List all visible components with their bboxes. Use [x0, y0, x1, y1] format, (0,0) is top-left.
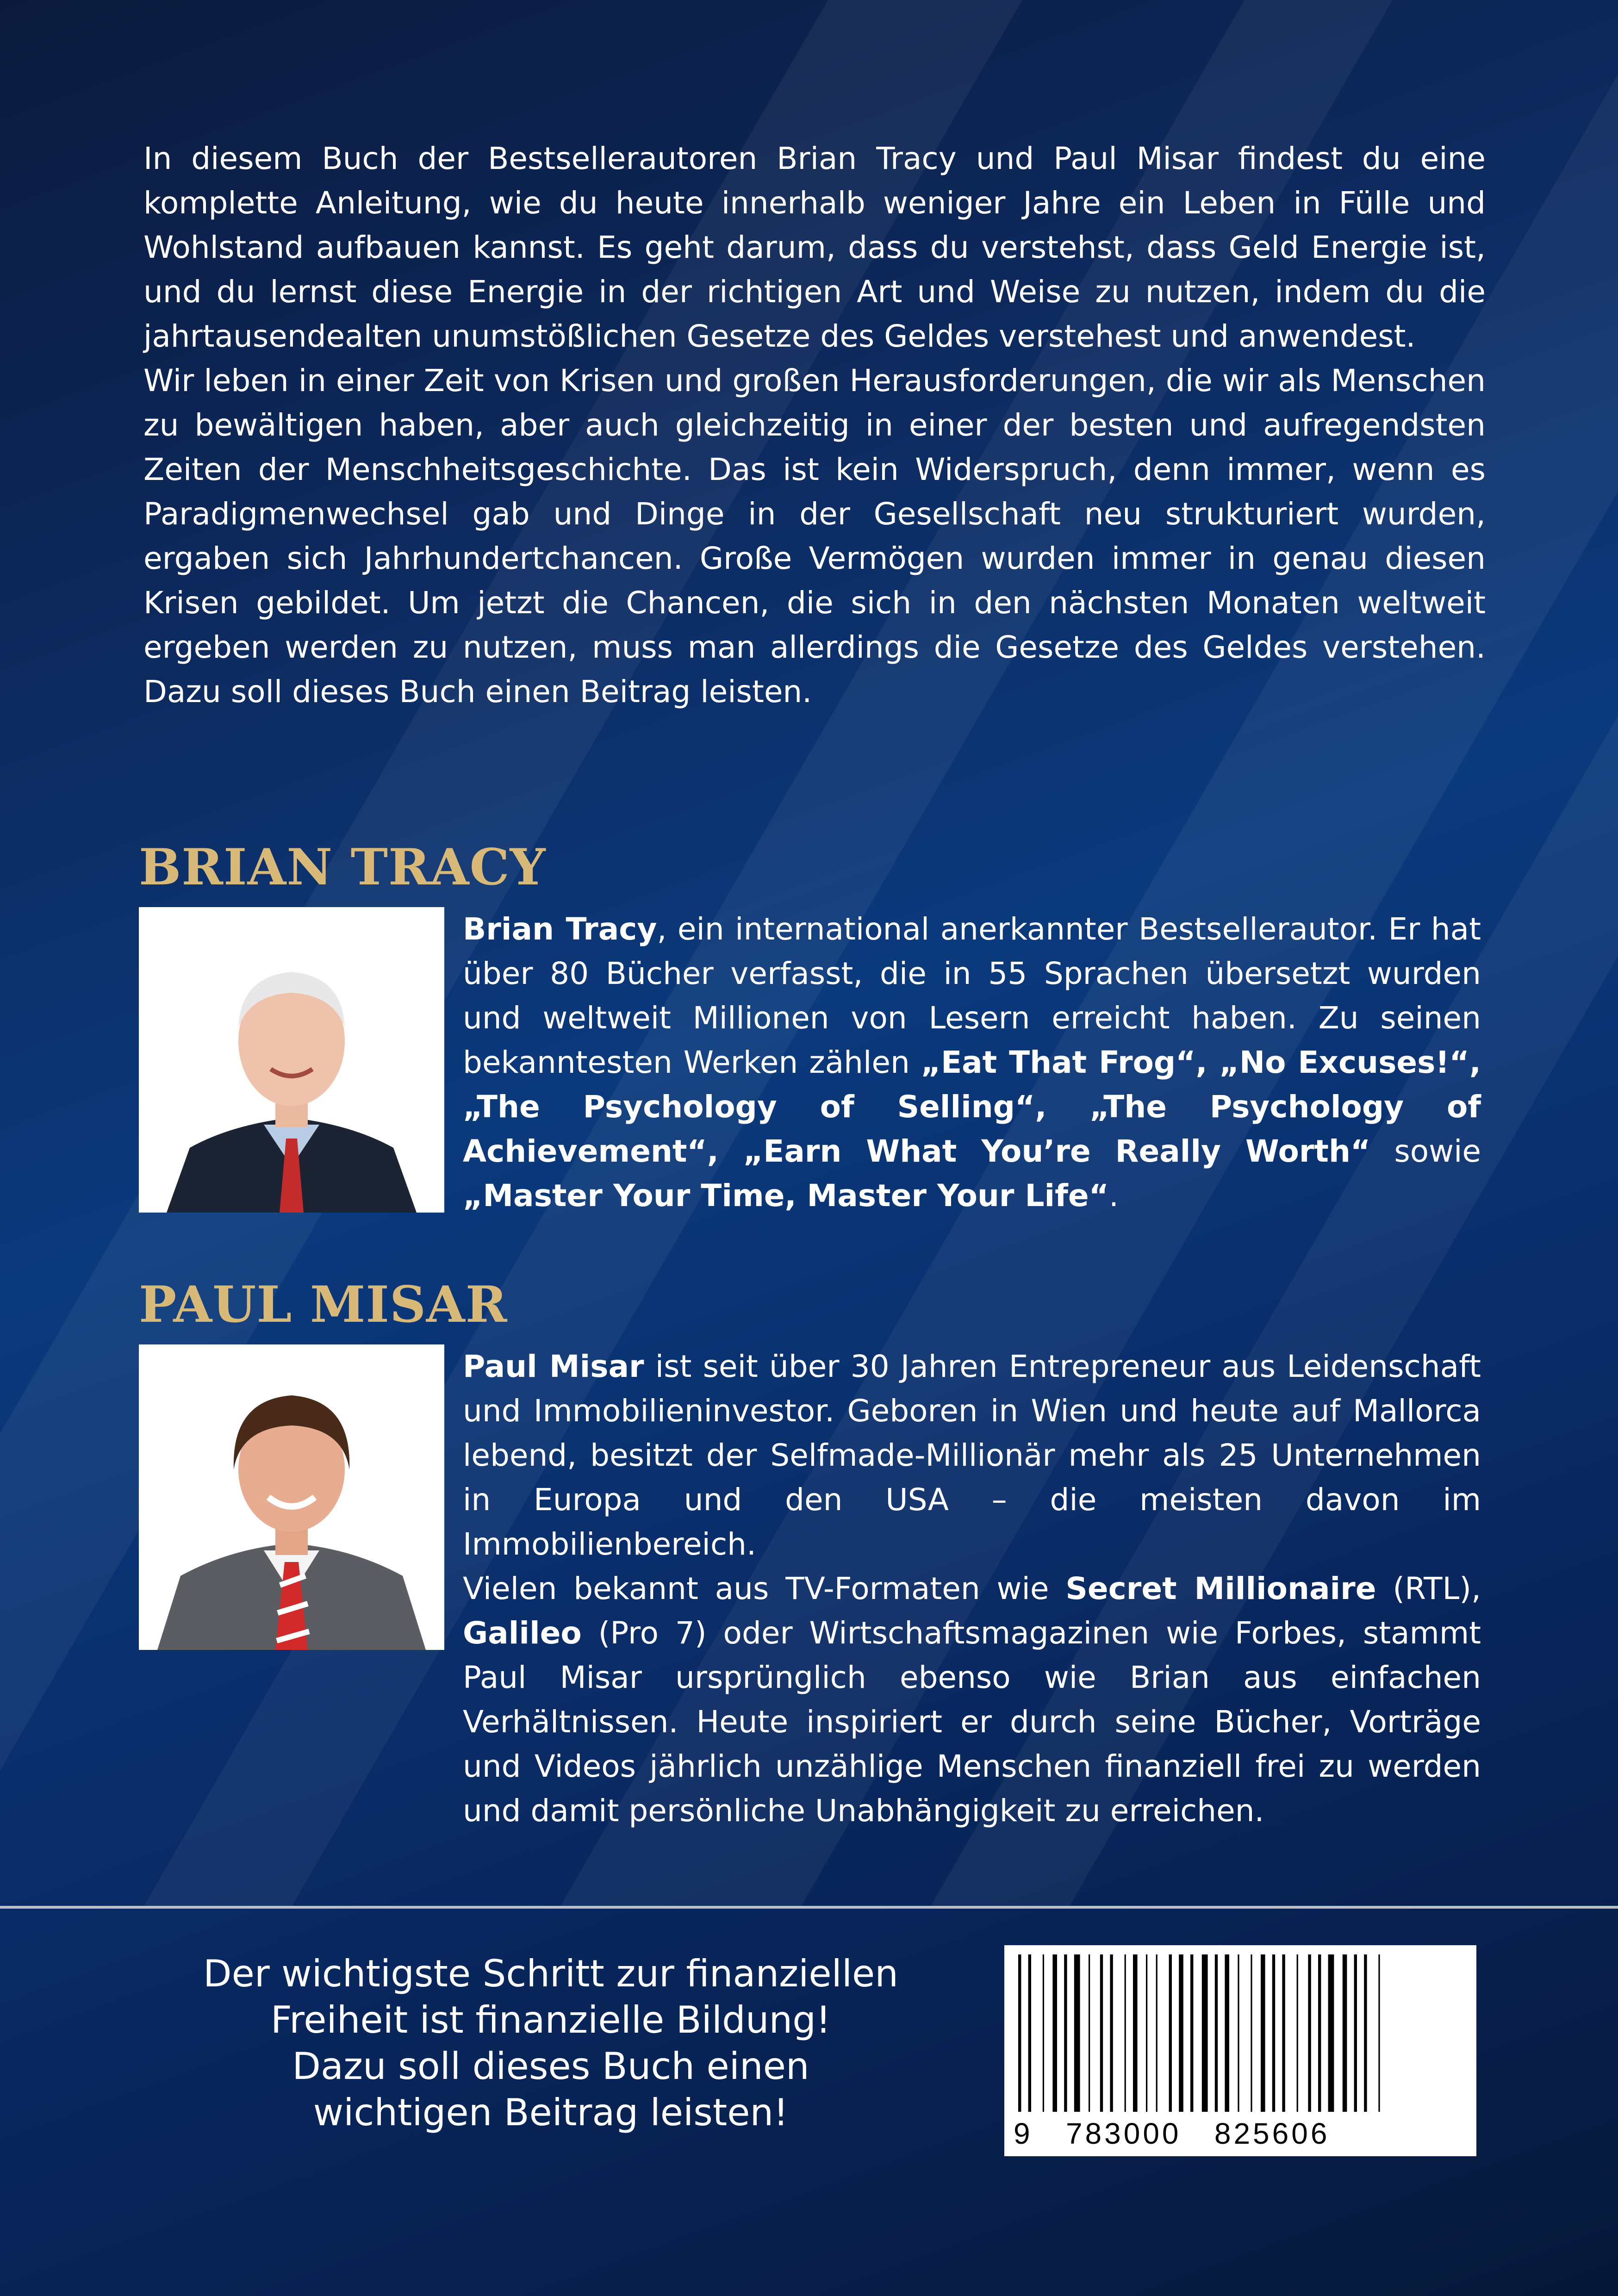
barcode-bar	[1110, 1954, 1113, 2112]
author-heading-tracy: BRIAN TRACY	[139, 838, 546, 896]
bio-misar	[463, 1344, 1481, 1833]
bio-text-segment: ist seit über 30 Jahren Entrepreneur aus Leidenschaft und Immobilieninvestor. Geboren in Wien und heute auf Mallorca lebend, besitzt der Selfmade-Millionär mehr als 25 Unternehmen in Europa und den USA – die meisten davon im Immobilienbereich.	[463, 1349, 1481, 1562]
bio-bold-segment: „Eat That Frog“, „No Excuses!“, „The Psychology of Selling“, „The Psychology of Achievement“, „Earn What You’re Really Worth“	[463, 1045, 1481, 1169]
barcode-bar	[1018, 1954, 1021, 2112]
barcode-bar	[1089, 1954, 1090, 2112]
bio-misar-paragraph-1	[463, 1344, 1481, 1567]
section-divider	[0, 1906, 1618, 1909]
barcode-bar	[1043, 1954, 1044, 2112]
barcode-bars	[1014, 1954, 1467, 2112]
barcode-bar	[1052, 1954, 1057, 2112]
bio-bold-segment: Galileo	[463, 1615, 582, 1651]
portrait-tracy-image	[139, 907, 444, 1213]
intro-paragraph-2: Wir leben in einer Zeit von Krisen und großen Herausforderungen, die wir als Menschen zu bewältigen haben, aber auch gleichzeitig in einer der besten und aufregendsten Zeiten der Menschheitsgeschichte. Das ist kein Widerspruch, denn immer, wenn es Paradigmenwechsel gab und Dinge in der Gesellschaft neu strukturiert wurden, ergaben sich Jahrhundertchancen. Große Vermögen wurden immer in genau diesen Krisen gebildet. Um jetzt die Chancen, die sich in den nächsten Monaten weltweit ergeben werden zu nutzen, muss man allerdings die Gesetze des Geldes verstehen. Dazu soll dieses Buch einen Beitrag leisten.	[143, 363, 1486, 709]
barcode-bar	[1238, 1954, 1239, 2112]
slogan-line-3: Dazu soll dieses Buch einen	[292, 2045, 809, 2088]
barcode-bar	[1343, 1954, 1347, 2112]
author-photo-misar	[139, 1344, 444, 1650]
bio-text-segment: (RTL),	[1376, 1571, 1481, 1606]
author-heading-misar: PAUL MISAR	[139, 1276, 508, 1334]
bio-bold-segment: Paul Misar	[463, 1349, 644, 1384]
intro-text	[143, 137, 1486, 714]
bio-text-segment: Vielen bekannt aus TV-Formaten wie	[463, 1571, 1066, 1606]
intro-paragraph-1: In diesem Buch der Bestsellerautoren Brian Tracy und Paul Misar findest du eine komplette Anleitung, wie du heute innerhalb weniger Jahre ein Leben in Fülle und Wohlstand aufbauen kannst. Es geht darum, dass du verstehst, dass Geld Energie ist, und du lernst diese Energie in der richtigen Art und Weise zu nutzen, indem du die jahrtausendealten unumstößlichen Gesetze des Geldes verstehest und anwendest.	[143, 141, 1486, 354]
bio-bold-segment: Secret Millionaire	[1065, 1571, 1376, 1606]
isbn-barcode	[1004, 1945, 1476, 2156]
barcode-bar	[1133, 1954, 1138, 2112]
barcode-bar	[1190, 1954, 1193, 2112]
barcode-bar	[1364, 1954, 1367, 2112]
barcode-bar	[1308, 1954, 1311, 2112]
barcode-bar	[1100, 1954, 1103, 2112]
barcode-bar	[1251, 1954, 1252, 2112]
portrait-misar-image	[139, 1344, 444, 1650]
barcode-bar	[1156, 1954, 1157, 2112]
barcode-bar	[1179, 1954, 1183, 2112]
barcode-bar	[1146, 1954, 1147, 2112]
bio-bold-segment: Brian Tracy	[463, 911, 657, 947]
barcode-bar	[1028, 1954, 1031, 2112]
barcode-bar	[1272, 1954, 1275, 2112]
barcode-bar	[1202, 1954, 1208, 2112]
bio-bold-segment: „Master Your Time, Master Your Life“	[463, 1178, 1109, 1213]
bio-misar-paragraph-2	[463, 1567, 1481, 1833]
barcode-bar	[1282, 1954, 1285, 2112]
barcode-bar	[1318, 1954, 1321, 2112]
bio-text-segment: , ein international anerkannter Bestsellerautor. Er hat über 80 Bücher verfasst, die in 55 Sprachen übersetzt wurden und weltweit Millionen von Lesern erreicht haben. Zu seinen bekanntesten Werken zählen	[463, 911, 1481, 1080]
bio-text-segment: .	[1109, 1178, 1119, 1213]
slogan-line-1: Der wichtigste Schritt zur finanziellen	[203, 1952, 898, 1995]
slogan-line-2: Freiheit ist finanzielle Bildung!	[270, 1998, 831, 2041]
bio-text-segment: (Pro 7) oder Wirtschaftsmagazinen wie Forbes, stammt Paul Misar ursprünglich ebenso wie Brian aus einfachen Verhältnissen. Heute inspiriert er durch seine Bücher, Vorträge und Videos jährlich unzählige Menschen finanziell frei zu werden und damit persönliche Unabhängigkeit zu erreichen.	[463, 1615, 1481, 1829]
barcode-bar	[1328, 1954, 1334, 2112]
barcode-bar	[1297, 1954, 1298, 2112]
slogan-line-4: wichtigen Beitrag leisten!	[313, 2091, 789, 2134]
barcode-bar	[1261, 1954, 1265, 2112]
slogan	[176, 1951, 926, 2136]
bio-text-segment: sowie	[1370, 1133, 1481, 1169]
barcode-bar	[1125, 1954, 1126, 2112]
isbn-number: 9 783000 825606	[1014, 2117, 1330, 2150]
barcode-bar	[1064, 1954, 1067, 2112]
barcode-bar	[1169, 1954, 1172, 2112]
author-photo-tracy	[139, 907, 444, 1213]
bio-tracy	[463, 907, 1481, 1218]
barcode-bar	[1225, 1954, 1229, 2112]
barcode-bar	[1378, 1954, 1380, 2112]
barcode-bar	[1074, 1954, 1080, 2112]
barcode-bar	[1215, 1954, 1218, 2112]
barcode-bar	[1354, 1954, 1357, 2112]
